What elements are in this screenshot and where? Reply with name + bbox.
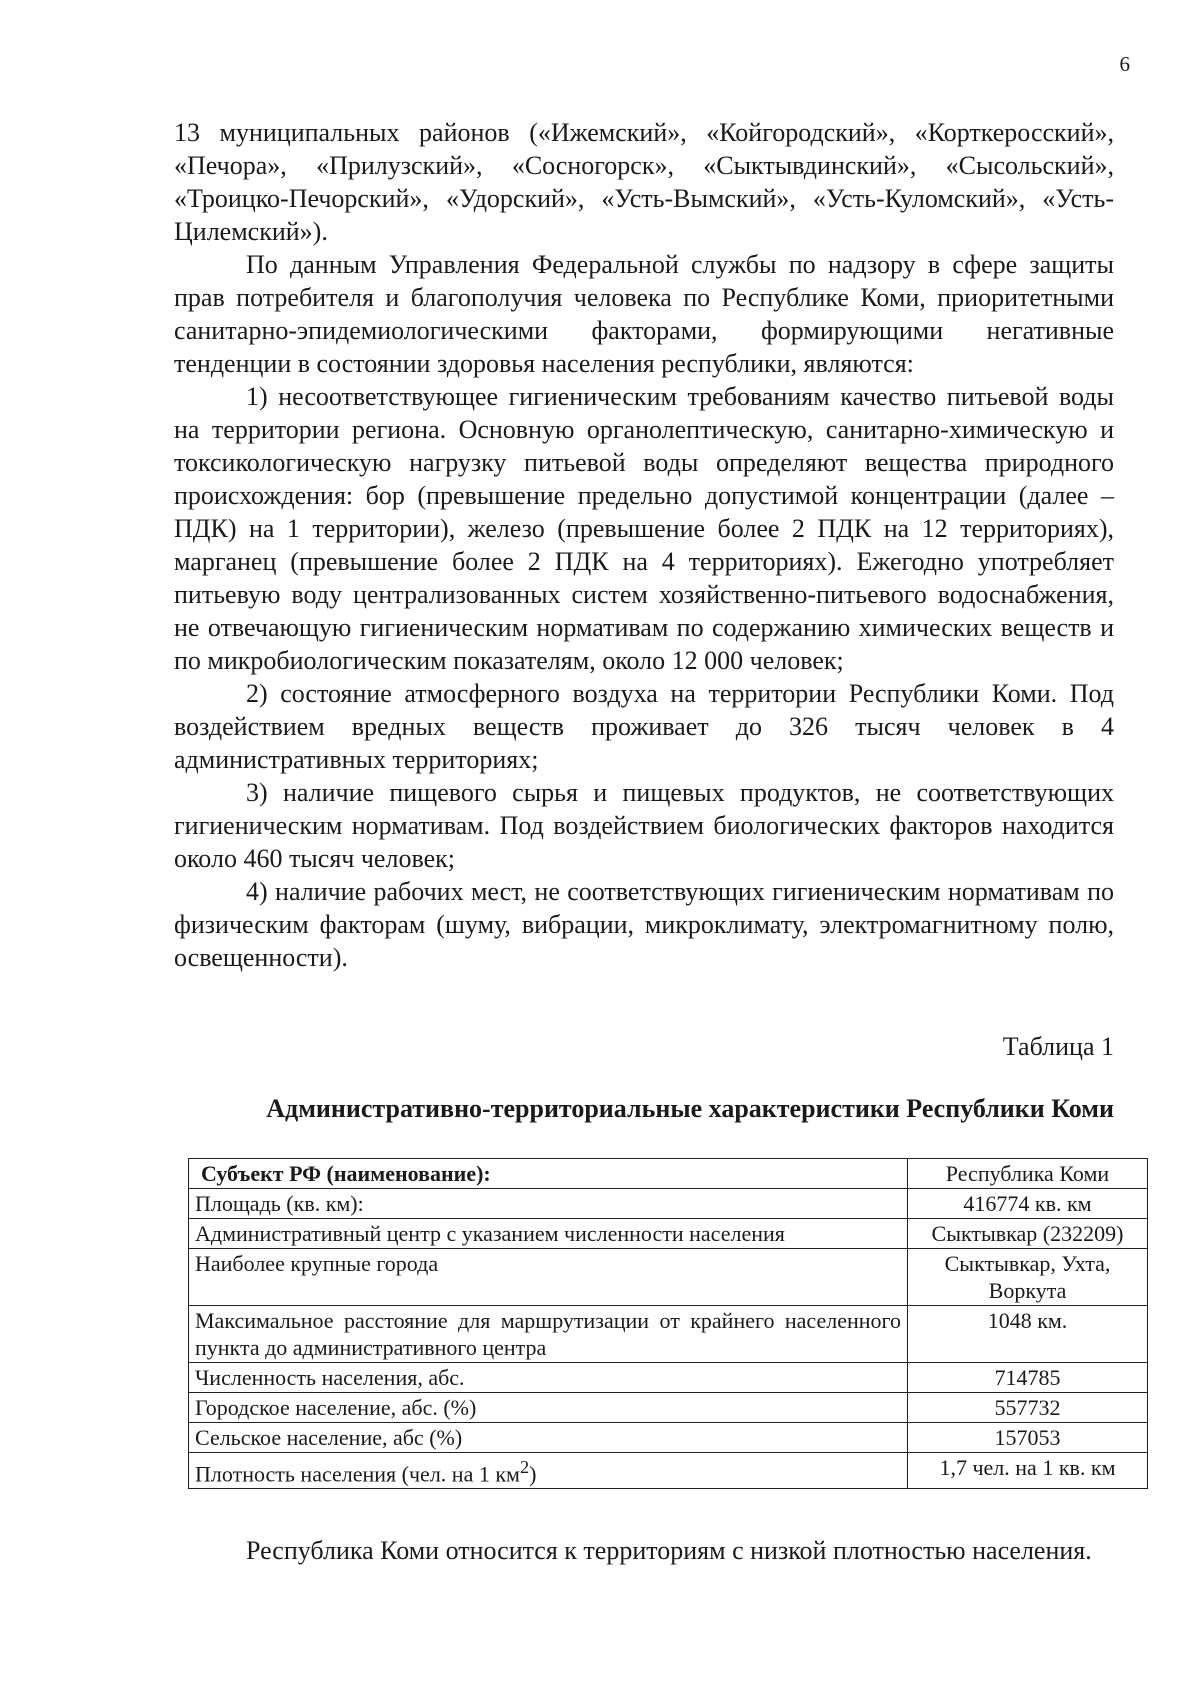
table-row <box>189 1189 1148 1219</box>
row-value: Сыктывкар (232209) <box>908 1219 1148 1249</box>
table-header-row <box>189 1159 1148 1189</box>
row-value: 1048 км. <box>908 1306 1148 1363</box>
table-row <box>189 1219 1148 1249</box>
row-label-superscript: 2 <box>519 1457 530 1477</box>
table-header-value: Республика Коми <box>908 1159 1148 1189</box>
table-row <box>189 1453 1148 1489</box>
row-value: 714785 <box>908 1363 1148 1393</box>
row-label <box>189 1453 908 1489</box>
row-label: Максимальное расстояние для маршрутизации от крайнего населенного пункта до административного центра <box>189 1306 908 1363</box>
row-value: 557732 <box>908 1393 1148 1423</box>
body-text <box>174 116 1114 974</box>
table-title: Административно-территориальные характеристики Республики Коми <box>266 1094 1114 1123</box>
row-value: 1,7 чел. на 1 кв. км <box>908 1453 1148 1489</box>
table-row <box>189 1363 1148 1393</box>
row-label: Городское население, абс. (%) <box>189 1393 908 1423</box>
table-row <box>189 1306 1148 1363</box>
page-number: 6 <box>1119 52 1130 76</box>
row-label: Наиболее крупные города <box>189 1249 908 1306</box>
row-label-suffix: ) <box>529 1461 537 1487</box>
row-label: Административный центр с указанием численности населения <box>189 1219 908 1249</box>
table-row <box>189 1423 1148 1453</box>
paragraph-factor-workplace: 4) наличие рабочих мест, не соответствующих гигиеническим нормативам по физическим факторам (шуму, вибрации, микроклимату, электромагнитному полю, освещенности). <box>174 877 1114 972</box>
row-value: 157053 <box>908 1423 1148 1453</box>
table-row <box>189 1393 1148 1423</box>
table-row <box>189 1249 1148 1306</box>
paragraph-factor-food: 3) наличие пищевого сырья и пищевых продуктов, не соответствующих гигиеническим нормативам. Под воздействием биологических факторов находится около 460 тысяч человек; <box>174 778 1114 873</box>
paragraph-districts: 13 муниципальных районов («Ижемский», «Койгородский», «Корткеросский», «Печора», «Прилузский», «Сосногорск», «Сыктывдинский», «Сысольский», «Троицко-Печорский», «Удорский», «Усть-Вымский», «Усть-Куломский», «Усть-Цилемский»). <box>174 118 1114 246</box>
row-label: Численность населения, абс. <box>189 1363 908 1393</box>
table-header-label: Субъект РФ (наименование): <box>189 1159 908 1189</box>
row-label: Площадь (кв. км): <box>189 1189 908 1219</box>
row-label-prefix: Плотность населения (чел. на 1 км <box>195 1461 520 1487</box>
closing-paragraph: Республика Коми относится к территориям с низкой плотностью населения. <box>246 1536 1092 1565</box>
characteristics-table <box>188 1158 1148 1489</box>
paragraph-factor-water: 1) несоответствующее гигиеническим требованиям качество питьевой воды на территории региона. Основную органолептическую, санитарно-химическую и токсикологическую нагрузку питьевой воды определяют вещества природного происхождения: бор (превышение предельно допустимой концентрации (далее – ПДК) на 1 территории), железо (превышение более 2 ПДК на 12 территориях), марганец (превышение более 2 ПДК на 4 территориях). Ежегодно употребляет питьевую воду централизованных систем хозяйственно-питьевого водоснабжения, не отвечающую гигиеническим нормативам по содержанию химических веществ и по микробиологическим показателям, около 12 000 человек; <box>174 382 1114 675</box>
paragraph-intro: По данным Управления Федеральной службы по надзору в сфере защиты прав потребителя и благополучия человека по Республике Коми, приоритетными санитарно-эпидемиологическими факторами, формирующими негативные тенденции в состоянии здоровья населения республики, являются: <box>174 250 1114 378</box>
row-value: Сыктывкар, Ухта, Воркута <box>908 1249 1148 1306</box>
row-value: 416774 кв. км <box>908 1189 1148 1219</box>
paragraph-factor-air: 2) состояние атмосферного воздуха на территории Республики Коми. Под воздействием вредных веществ проживает до 326 тысяч человек в 4 административных территориях; <box>174 679 1114 774</box>
row-label: Сельское население, абс (%) <box>189 1423 908 1453</box>
table-label: Таблица 1 <box>1002 1032 1114 1061</box>
